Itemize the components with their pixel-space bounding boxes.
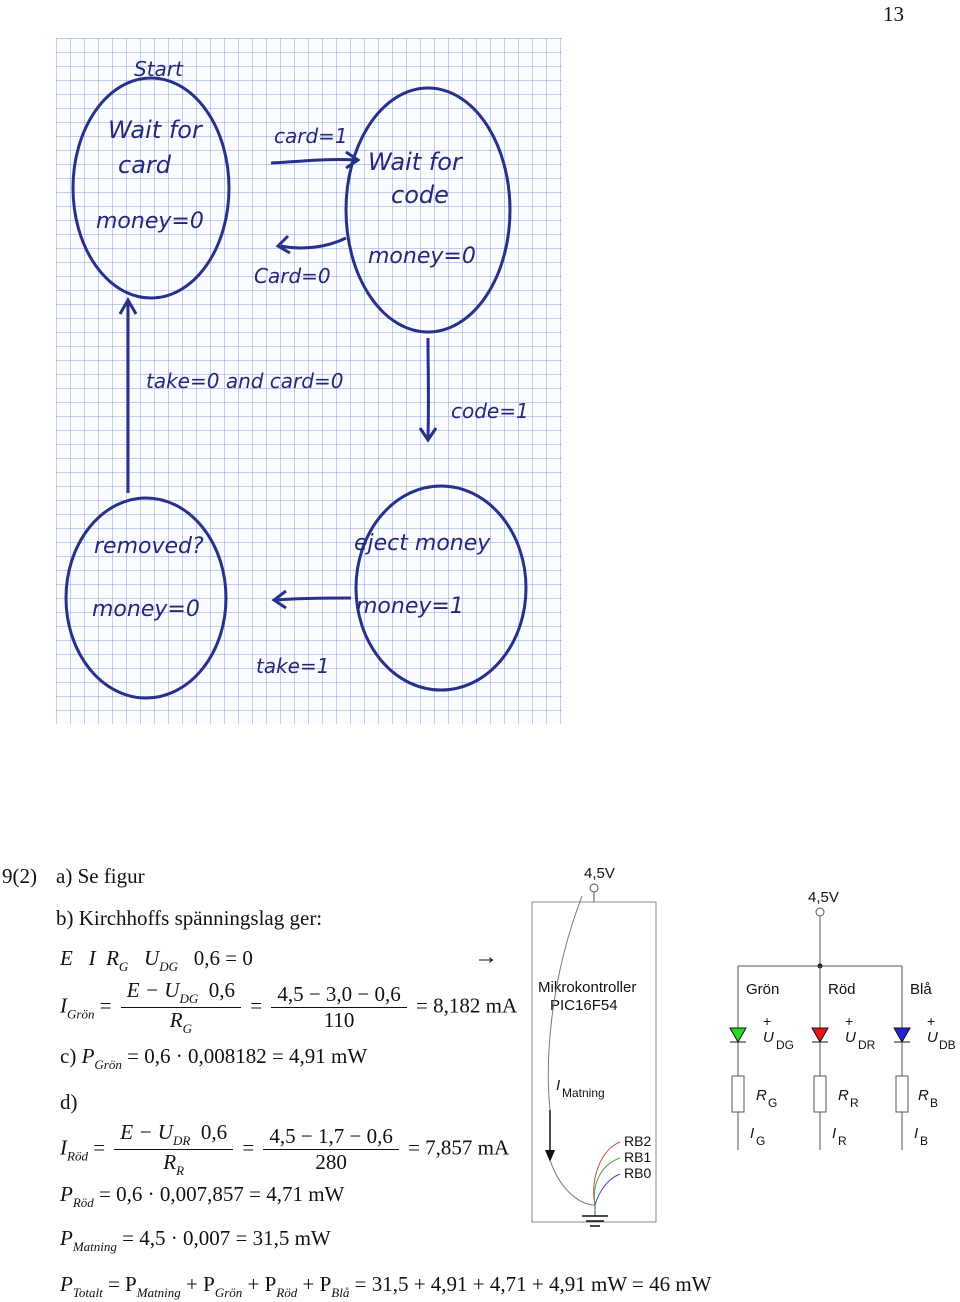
- part-d: d): [60, 1090, 78, 1114]
- svg-text:B: B: [930, 1096, 939, 1110]
- page-number: 13: [883, 2, 904, 26]
- circuit-diagram: [520, 860, 960, 1260]
- start-label: Start: [134, 57, 183, 81]
- svg-text:G: G: [768, 1096, 778, 1110]
- branch-rod-name: Röd: [828, 981, 856, 998]
- svg-text:B: B: [920, 1134, 929, 1148]
- state-removed-l1: removed?: [94, 534, 204, 559]
- svg-text:+: +: [927, 1013, 936, 1029]
- branch-bla: [894, 966, 956, 1150]
- kvl-equation: E I $R_G$ $U_{DG}$ 0,6 = 0: [60, 946, 253, 974]
- led-green: [730, 1028, 746, 1042]
- state-circle-wait-card: [73, 78, 229, 298]
- state-eject-l1: eject money: [354, 531, 491, 556]
- state-wait-card-l2: card: [118, 151, 172, 179]
- mcu-name: Mikrokontroller: [538, 979, 637, 996]
- arrow-card0: [281, 238, 346, 248]
- resistor-rr: [814, 1076, 826, 1112]
- svg-text:R: R: [918, 1087, 929, 1104]
- transition-code1: code=1: [451, 399, 529, 423]
- led-blue: [894, 1028, 910, 1042]
- svg-text:DB: DB: [939, 1038, 956, 1052]
- state-wait-card-l3: money=0: [96, 209, 204, 234]
- transition-card0: Card=0: [254, 264, 331, 288]
- part-b: b) Kirchhoffs spänningslag ger:: [56, 906, 323, 930]
- svg-text:+: +: [845, 1013, 854, 1029]
- led-red: [812, 1028, 828, 1042]
- branch-rod: [812, 966, 876, 1150]
- svg-text:I: I: [914, 1125, 919, 1142]
- arrow-card0-head: [278, 236, 290, 253]
- state-wait-code-l2: code: [391, 181, 449, 209]
- part-a: a) Se figur: [56, 864, 145, 888]
- transition-take0: take=0 and card=0: [146, 369, 344, 393]
- svg-text:R: R: [838, 1087, 849, 1104]
- svg-text:DG: DG: [776, 1038, 794, 1052]
- state-circle-eject: [356, 486, 526, 690]
- svg-text:U: U: [845, 1029, 856, 1046]
- branch-bla-name: Blå: [910, 981, 932, 998]
- i-matning-sub: Matning: [562, 1086, 605, 1100]
- branch-gron: [730, 966, 794, 1150]
- state-circle-wait-code: [346, 88, 510, 332]
- arrow-symbol: →: [474, 944, 498, 970]
- resistor-rb: [896, 1076, 908, 1112]
- p-rod-equation: $P_{Röd} = 0,6 \cdot 0,007,857 = 4,71$ mW: [60, 1182, 345, 1210]
- svg-text:U: U: [763, 1029, 774, 1046]
- svg-text:R: R: [850, 1096, 859, 1110]
- arrow-take1: [276, 598, 351, 600]
- p-matning-equation: $P_{Matning} = 4,5 \cdot 0,007 = 31,5$ mW: [60, 1226, 331, 1254]
- svg-text:+: +: [763, 1013, 772, 1029]
- state-eject-l2: money=1: [356, 594, 464, 619]
- svg-text:DR: DR: [858, 1038, 876, 1052]
- i-matning-label: I: [556, 1077, 561, 1094]
- svg-text:R: R: [838, 1134, 847, 1148]
- branch-gron-name: Grön: [746, 981, 780, 998]
- state-removed-l2: money=0: [92, 597, 200, 622]
- arrow-card1: [271, 159, 356, 163]
- svg-text:I: I: [832, 1125, 837, 1142]
- supply-terminal-right: [816, 908, 824, 916]
- svg-text:I: I: [750, 1125, 755, 1142]
- i-rod-equation: $I_{Röd}$ = $\frac{E - U_{DR} 0,6}{R_R}$ = $\frac{4,5 - 1,7 - 0,6}{280}$ = 7,857 mA: [60, 1120, 510, 1178]
- p-totalt-equation: $P_{Totalt} = P_{Matning} + P_{Grön} + P_{Röd} + P_{Blå} = 31,5 + 4,91 + 4,71 + 4,91$ mW = 46 mW: [60, 1272, 712, 1300]
- svg-text:R: R: [756, 1087, 767, 1104]
- pin-rb2: RB2: [624, 1133, 652, 1149]
- supply-terminal-left: [590, 884, 598, 892]
- state-wait-card-l1: Wait for: [108, 116, 202, 144]
- resistor-rg: [732, 1076, 744, 1112]
- state-wait-code-l1: Wait for: [368, 148, 462, 176]
- problem-heading: 9(2): [2, 864, 37, 888]
- state-diagram: [56, 38, 562, 724]
- transition-card1: card=1: [274, 124, 348, 148]
- i-gron-equation: $I_{Grön}$ = $\frac{E - U_{DG} 0,6}{R_G}$ = $\frac{4,5 - 3,0 - 0,6}{110}$ = 8,182 mA: [60, 978, 518, 1036]
- pin-rb0: RB0: [624, 1165, 652, 1181]
- supply-left-label: 4,5V: [584, 865, 615, 882]
- transition-take1: take=1: [256, 654, 330, 678]
- part-c: c) $P_{Grön} = 0,6 \cdot 0,008182 = 4,91$ mW: [60, 1044, 368, 1072]
- state-wait-code-l3: money=0: [368, 244, 476, 269]
- svg-text:G: G: [756, 1134, 766, 1148]
- supply-right-label: 4,5V: [808, 889, 839, 906]
- mcu-model: PIC16F54: [550, 997, 618, 1014]
- pin-rb1: RB1: [624, 1149, 652, 1165]
- svg-text:U: U: [927, 1029, 938, 1046]
